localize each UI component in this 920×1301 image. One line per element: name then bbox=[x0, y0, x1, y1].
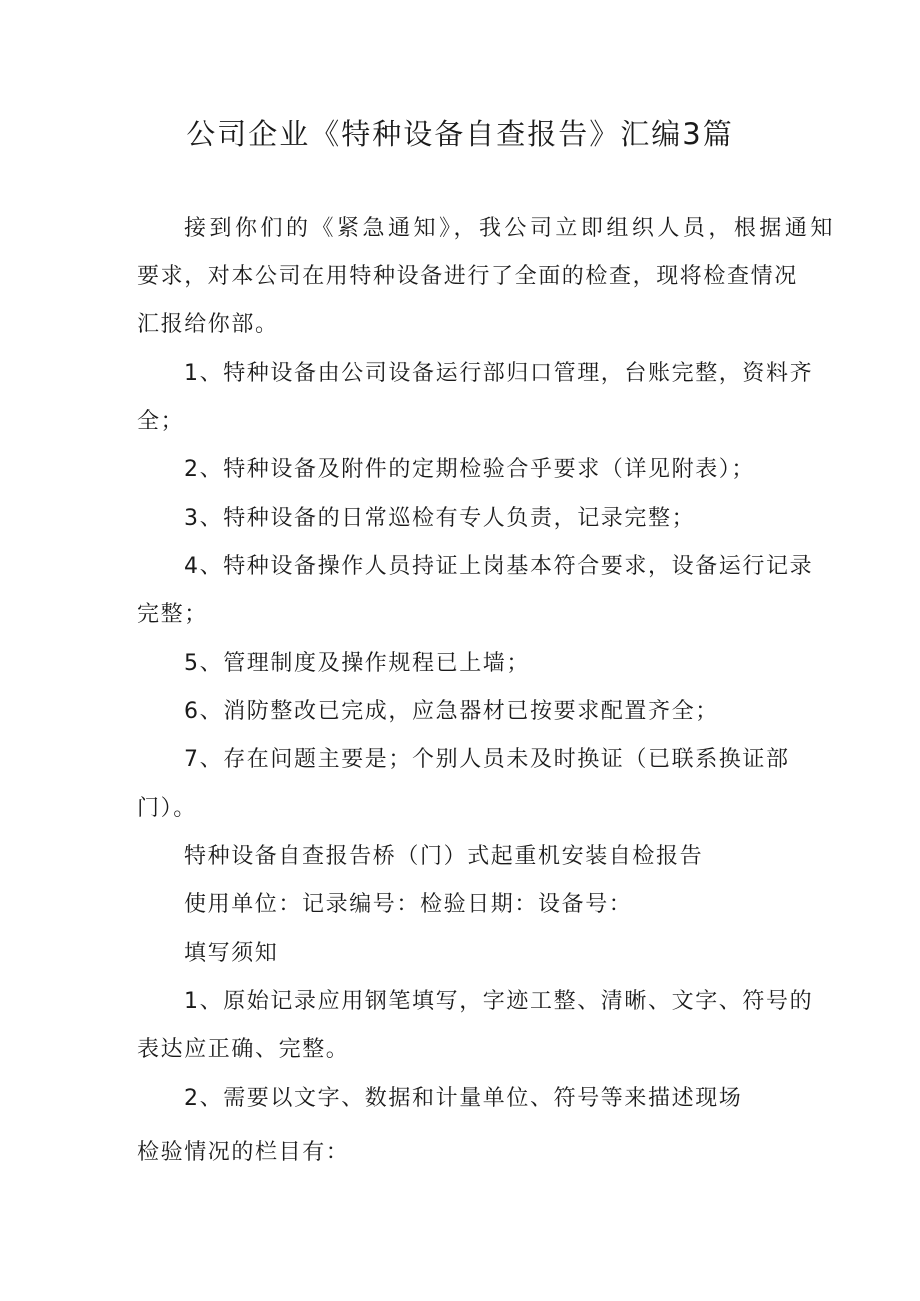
item-7-line-1: 7、存在问题主要是；个别人员未及时换证（已联系换证部 bbox=[184, 747, 790, 772]
item-2: 2、特种设备及附件的定期检验合乎要求（详见附表）； bbox=[184, 457, 755, 482]
intro-line-1: 接到你们的《紧急通知》，我公司立即组织人员，根据通知 bbox=[184, 216, 834, 241]
item-4-line-2: 完整； bbox=[137, 602, 208, 627]
notice-1-line-1: 1、原始记录应用钢笔填写，字迹工整、清晰、文字、符号的 bbox=[184, 989, 814, 1014]
report-title: 特种设备自查报告桥（门）式起重机安装自检报告 bbox=[184, 844, 704, 869]
item-4-line-1: 4、特种设备操作人员持证上岗基本符合要求，设备运行记录 bbox=[184, 554, 814, 579]
report-fields: 使用单位：记录编号：检验日期：设备号： bbox=[184, 892, 633, 917]
item-1-line-1: 1、特种设备由公司设备运行部归口管理，台账完整，资料齐 bbox=[184, 361, 814, 386]
item-6: 6、消防整改已完成，应急器材已按要求配置齐全； bbox=[184, 699, 719, 724]
intro-line-3: 汇报给你部。 bbox=[137, 312, 279, 337]
notice-2-line-2: 检验情况的栏目有： bbox=[137, 1140, 350, 1165]
intro-line-2: 要求，对本公司在用特种设备进行了全面的检查，现将检查情况 bbox=[137, 264, 798, 289]
item-7-line-2: 门）。 bbox=[137, 796, 197, 821]
notice-1-line-2: 表达应正确、完整。 bbox=[137, 1037, 350, 1062]
notice-2-line-1: 2、需要以文字、数据和计量单位、符号等来描述现场 bbox=[184, 1086, 743, 1111]
notice-heading: 填写须知 bbox=[184, 941, 279, 966]
item-1-line-2: 全； bbox=[137, 409, 185, 434]
document-title: 公司企业《特种设备自查报告》汇编3篇 bbox=[186, 117, 734, 151]
item-3: 3、特种设备的日常巡检有专人负责，记录完整； bbox=[184, 506, 696, 531]
item-5: 5、管理制度及操作规程已上墙； bbox=[184, 651, 530, 676]
